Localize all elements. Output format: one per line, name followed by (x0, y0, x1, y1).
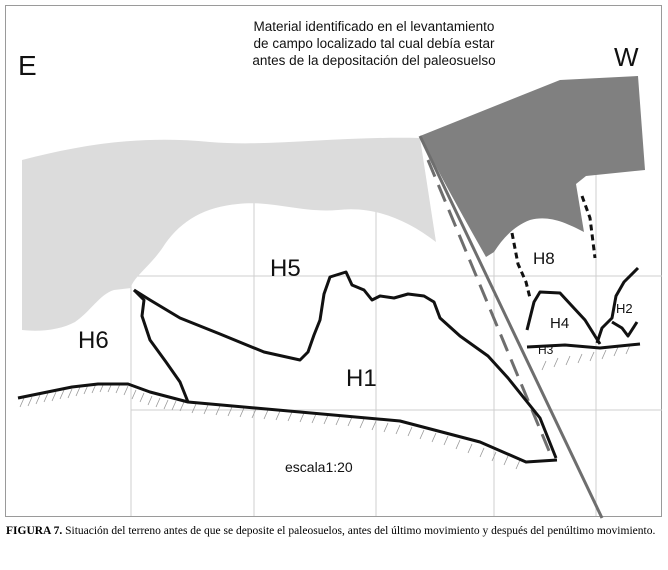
h2-label: H2 (616, 301, 633, 316)
light-deposit (22, 138, 436, 331)
h8-right-dashed (582, 196, 595, 258)
east-label: E (18, 50, 37, 81)
ground-hatching (20, 345, 630, 469)
header-note-line1: Material identificado en el levantamiento (253, 19, 495, 34)
figure-caption (6, 524, 662, 538)
h6-h5-boundary (134, 272, 556, 458)
caption-text: Situación del terreno antes de que se deposite el paleosuelos, antes del último movimiento y después del penúltimo movimiento. (62, 525, 656, 537)
h6-label: H6 (78, 327, 109, 354)
h2-right-boundary (612, 322, 637, 336)
h4-label: H4 (550, 315, 570, 332)
caption-label: FIGURA 7. (6, 525, 63, 537)
header-note-line2: de campo localizado tal cual debía estar (253, 36, 495, 51)
header-note-line3: antes de la depositación del paleosuelso (252, 53, 496, 68)
h3-label: H3 (538, 343, 554, 357)
h8-left-dashed (512, 233, 530, 298)
west-label: W (614, 42, 639, 72)
h8-label: H8 (533, 249, 555, 268)
horizon-boundaries (18, 268, 640, 462)
ground-surface-line (18, 384, 557, 462)
h5-label: H5 (270, 255, 301, 282)
dark-deposit (420, 76, 645, 257)
scale-label: escala1:20 (285, 459, 353, 475)
h1-label: H1 (346, 365, 377, 392)
